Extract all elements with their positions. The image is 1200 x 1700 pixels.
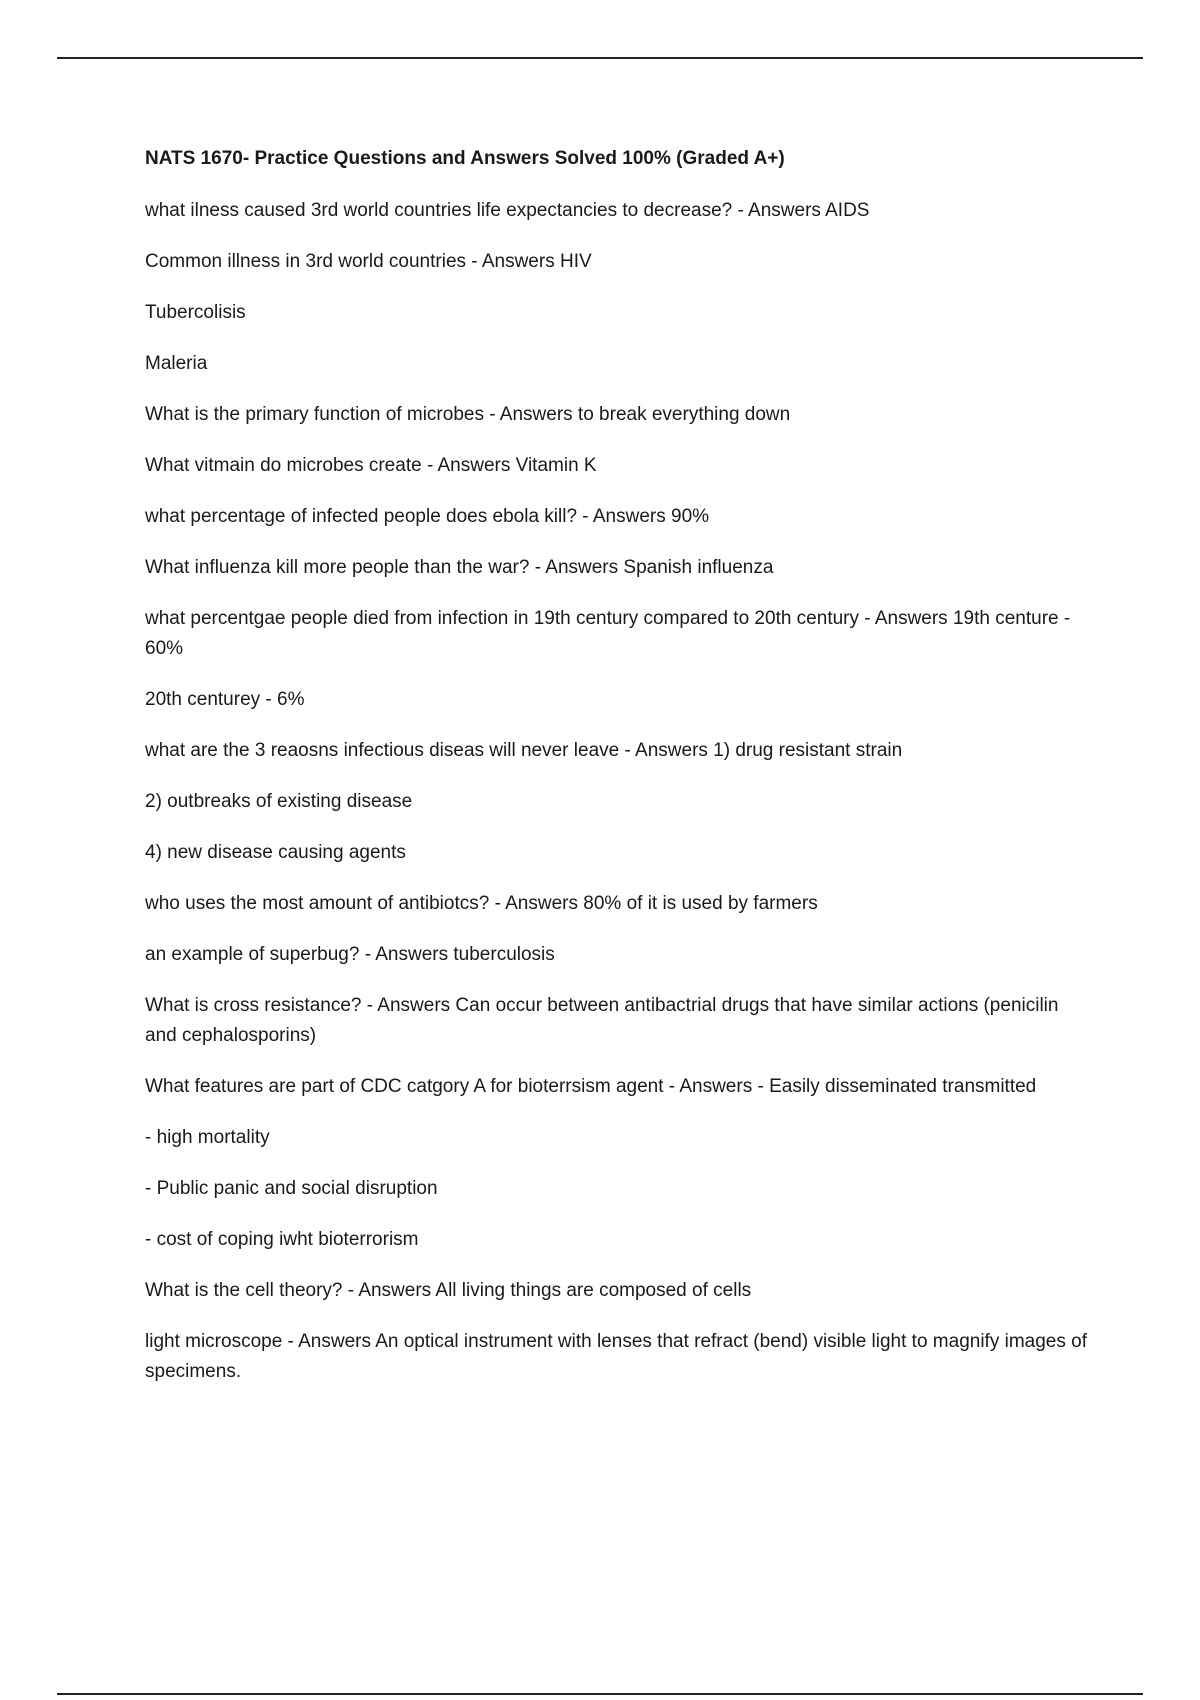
- qa-paragraph: what are the 3 reaosns infectious diseas will never leave - Answers 1) drug resistant strain: [145, 740, 903, 761]
- qa-paragraph: - cost of coping iwht bioterrorism: [145, 1229, 419, 1250]
- qa-paragraph: What vitmain do microbes create - Answers Vitamin K: [145, 455, 597, 476]
- bottom-divider: [57, 1693, 1143, 1695]
- qa-paragraph: what percentgae people died from infection in 19th century compared to 20th century - Answers 19th centure - 60%: [145, 608, 1071, 659]
- document-title: NATS 1670- Practice Questions and Answers Solved 100% (Graded A+): [145, 148, 785, 169]
- top-divider: [57, 57, 1143, 59]
- qa-paragraph: Common illness in 3rd world countries - Answers HIV: [145, 251, 592, 272]
- qa-paragraph: light microscope - Answers An optical instrument with lenses that refract (bend) visible light to magnify images of specimens.: [145, 1331, 1087, 1382]
- qa-paragraph: - Public panic and social disruption: [145, 1178, 438, 1199]
- qa-paragraph: what percentage of infected people does ebola kill? - Answers 90%: [145, 506, 710, 527]
- qa-paragraph: 20th centurey - 6%: [145, 689, 305, 710]
- qa-paragraph: who uses the most amount of antibiotcs? - Answers 80% of it is used by farmers: [145, 893, 818, 914]
- qa-paragraph: 4) new disease causing agents: [145, 842, 406, 863]
- qa-paragraph: What is the primary function of microbes - Answers to break everything down: [145, 404, 791, 425]
- qa-paragraph: - high mortality: [145, 1127, 270, 1148]
- qa-paragraph: Maleria: [145, 353, 208, 374]
- document-body: [145, 145, 1090, 1408]
- qa-paragraph: 2) outbreaks of existing disease: [145, 791, 413, 812]
- qa-paragraph: Tubercolisis: [145, 302, 246, 323]
- qa-paragraph: an example of superbug? - Answers tuberculosis: [145, 944, 555, 965]
- qa-paragraph: What influenza kill more people than the war? - Answers Spanish influenza: [145, 557, 774, 578]
- qa-paragraph: What is the cell theory? - Answers All living things are composed of cells: [145, 1280, 752, 1301]
- qa-paragraph: what ilness caused 3rd world countries life expectancies to decrease? - Answers AIDS: [145, 200, 870, 221]
- qa-paragraph: What features are part of CDC catgory A for bioterrsism agent - Answers - Easily disseminated transmitted: [145, 1076, 1037, 1097]
- qa-paragraph: What is cross resistance? - Answers Can occur between antibactrial drugs that have similar actions (penicilin and cephalosporins): [145, 995, 1059, 1046]
